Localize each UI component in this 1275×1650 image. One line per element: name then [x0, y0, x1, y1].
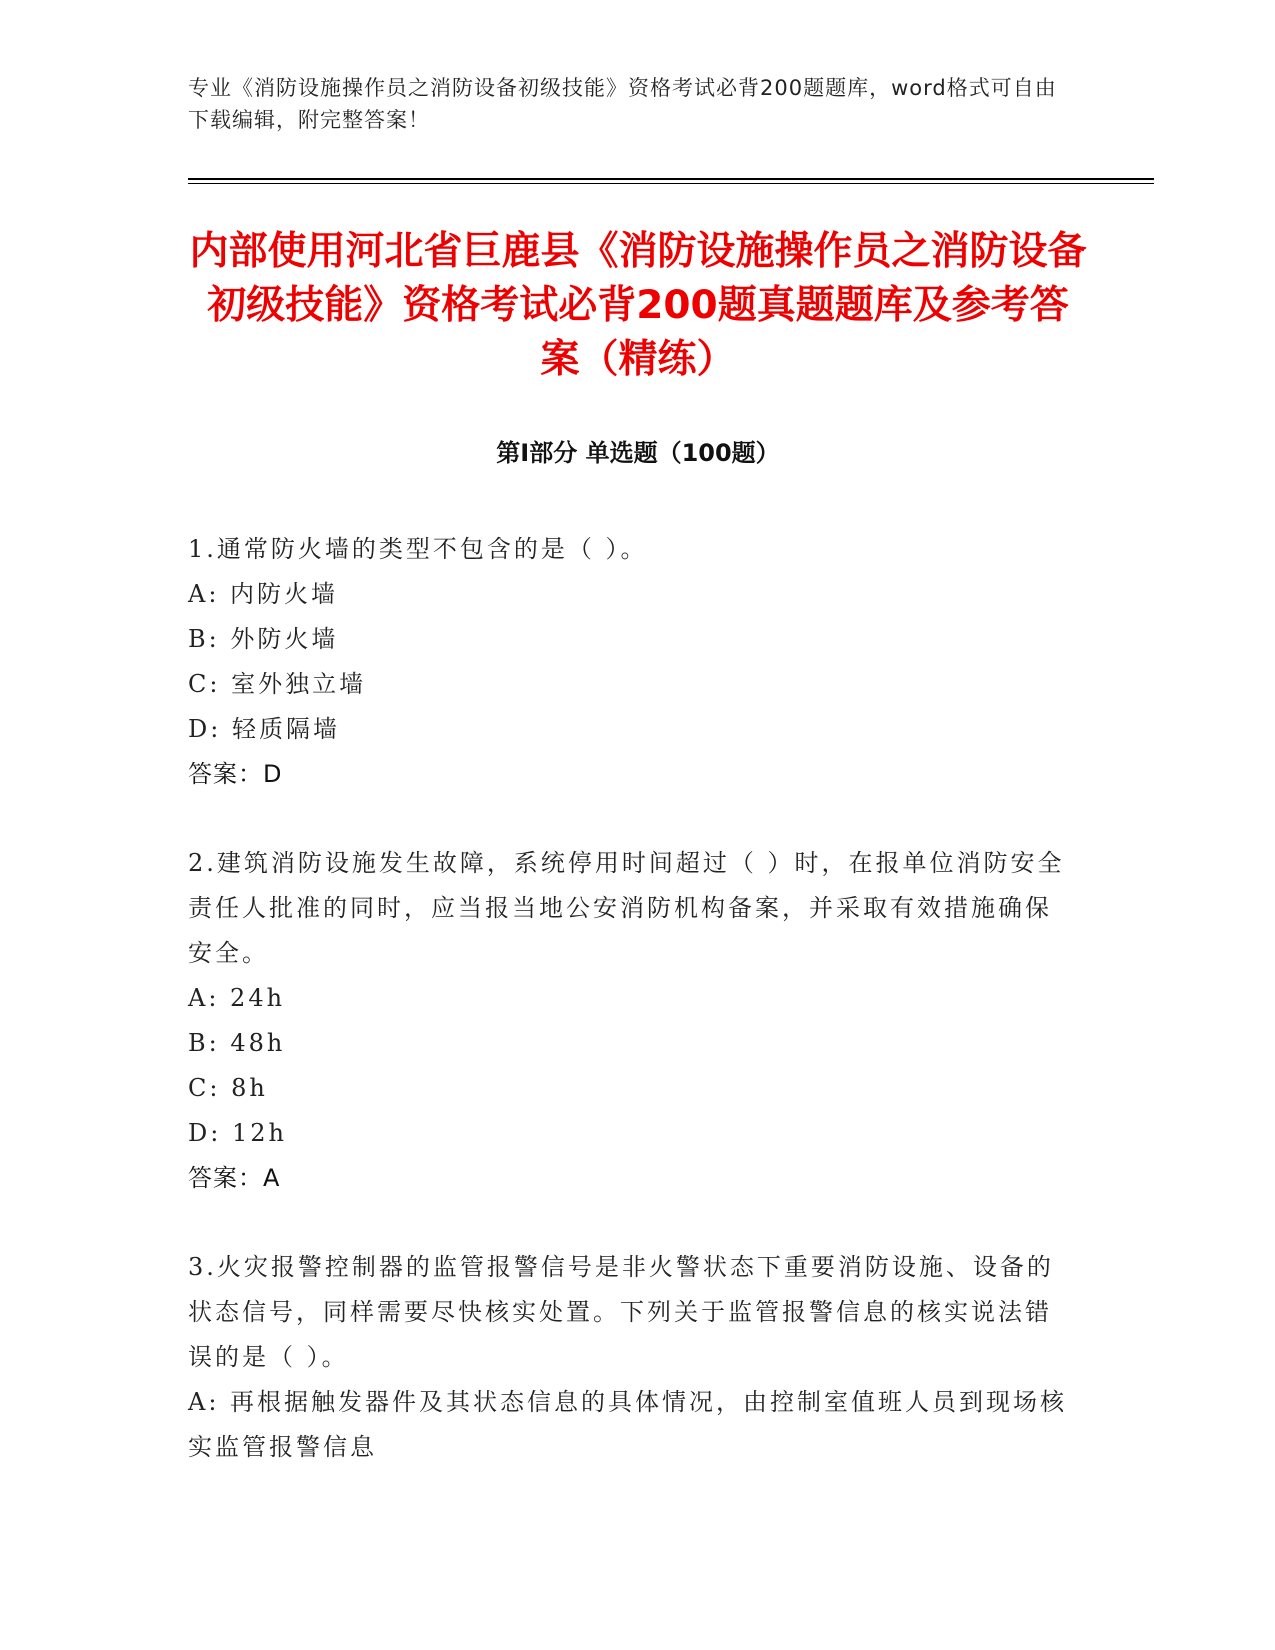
section-heading: 第I部分 单选题（100题）	[496, 439, 780, 467]
answer-label: 答案：A	[188, 1164, 281, 1192]
option-c: C: 8h	[188, 1074, 268, 1102]
document-title: 内部使用河北省巨鹿县《消防设施操作员之消防设备初级技能》资格考试必背200题真题题库及参考答案（精练）	[189, 229, 1087, 382]
option-a: A: 24h	[188, 984, 286, 1012]
header-divider-thick	[188, 178, 1154, 180]
option-c: C: 室外独立墙	[188, 670, 367, 698]
option-d: D: 12h	[188, 1119, 287, 1147]
option-b: B: 48h	[188, 1029, 286, 1057]
option-d: D: 轻质隔墙	[188, 715, 340, 743]
option-a: A: 再根据触发器件及其状态信息的具体情况，由控制室值班人员到现场核实监管报警信息	[188, 1388, 1068, 1461]
question-stem: 2.建筑消防设施发生故障，系统停用时间超过（ ）时，在报单位消防安全责任人批准的同时，应当报当地公安消防机构备案，并采取有效措施确保安全。	[188, 849, 1065, 967]
header-divider-thin	[188, 183, 1154, 184]
question-list	[188, 527, 1068, 1514]
question-1	[188, 527, 1068, 797]
option-b: B: 外防火墙	[188, 625, 339, 653]
question-stem: 3.火灾报警控制器的监管报警信号是非火警状态下重要消防设施、设备的状态信号，同样需要尽快核实处置。下列关于监管报警信息的核实说法错误的是（ ）。	[188, 1253, 1054, 1371]
question-2	[188, 841, 1068, 1201]
option-a: A: 内防火墙	[188, 580, 339, 608]
question-3	[188, 1245, 1068, 1470]
header-note: 专业《消防设施操作员之消防设备初级技能》资格考试必背200题题库，word格式可自由下载编辑，附完整答案！	[188, 76, 1057, 132]
question-stem: 1.通常防火墙的类型不包含的是（ ）。	[188, 535, 648, 563]
answer-label: 答案：D	[188, 760, 283, 788]
